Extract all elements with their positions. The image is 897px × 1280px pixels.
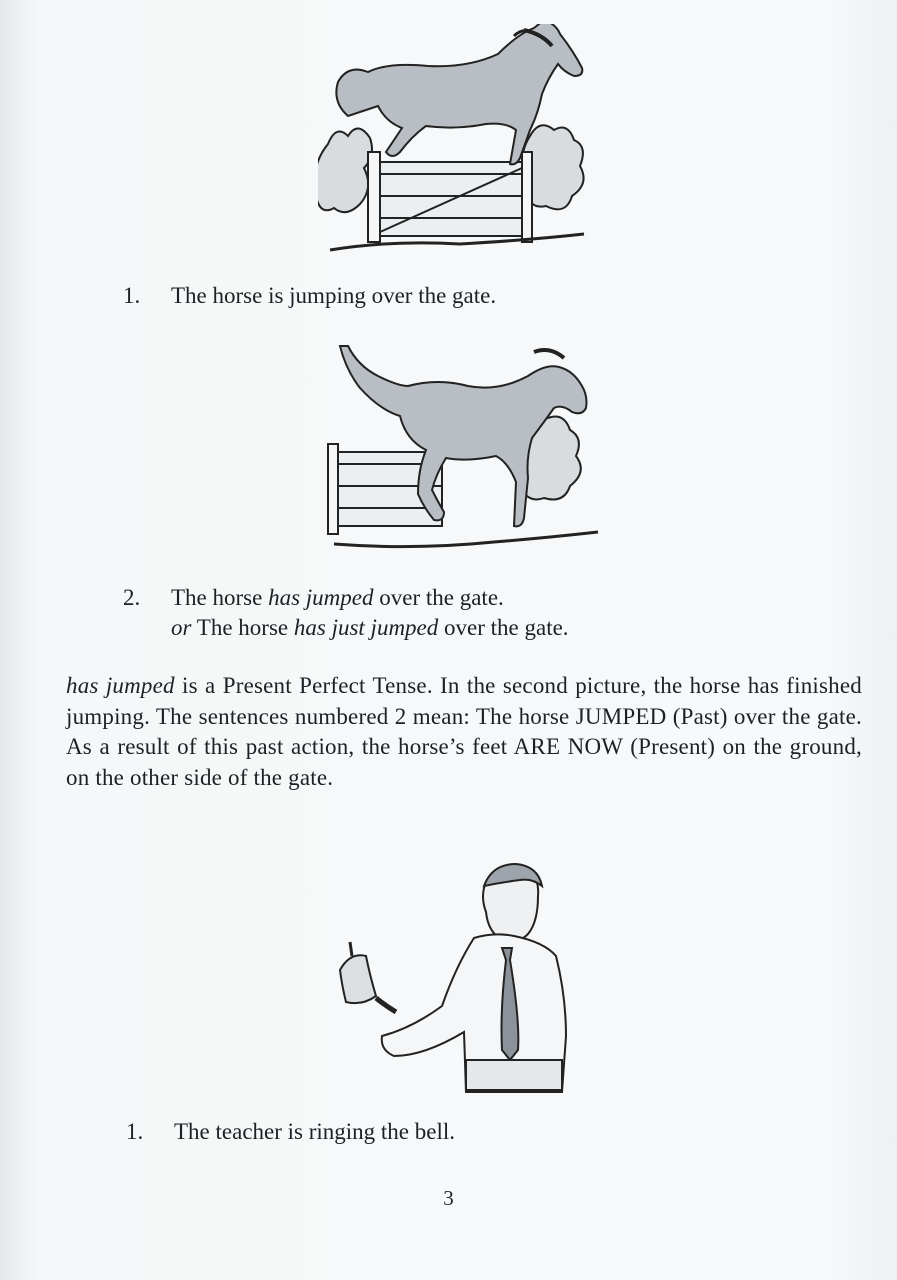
example-2-line2-pre: The horse [191,615,294,640]
teacher-bell-illustration [324,858,596,1096]
example-2-or: or [171,615,192,640]
horse-jumping-illustration [318,24,600,264]
page-number: 3 [443,1186,454,1210]
example-1-number: 1. [123,283,141,308]
paragraph-numeral: 2 [394,703,407,729]
example-2-caption [123,583,569,643]
explanation-paragraph [66,671,862,793]
paragraph-text-2: mean: The horse JUMPED (Past) over the gate. As a result of this past action, the horse’s feet ARE NOW (Present) on the ground, on the other side of the gate. [66,703,862,790]
example-2-line1-pre: The horse [171,585,269,610]
horse-landed-illustration [324,338,606,570]
example-1-sentence: The horse is jumping over the gate. [171,283,497,308]
example-2-line1-italic: has jumped [268,585,374,610]
example-2-line1-post: over the gate. [373,585,504,610]
example-1-caption [123,281,496,311]
example-2-line2-italic: has just jumped [293,615,439,640]
example-3-number: 1. [126,1119,144,1144]
example-3-caption [126,1117,455,1147]
example-2-line2-post: over the gate. [438,615,569,640]
example-2-number: 2. [123,585,141,610]
paragraph-text-1: is a Present Perfect Tense. In the second picture, the horse has finished jumping. The sentences numbered [66,673,862,729]
paragraph-term: has jumped [66,673,175,698]
example-3-sentence: The teacher is ringing the bell. [174,1119,456,1144]
